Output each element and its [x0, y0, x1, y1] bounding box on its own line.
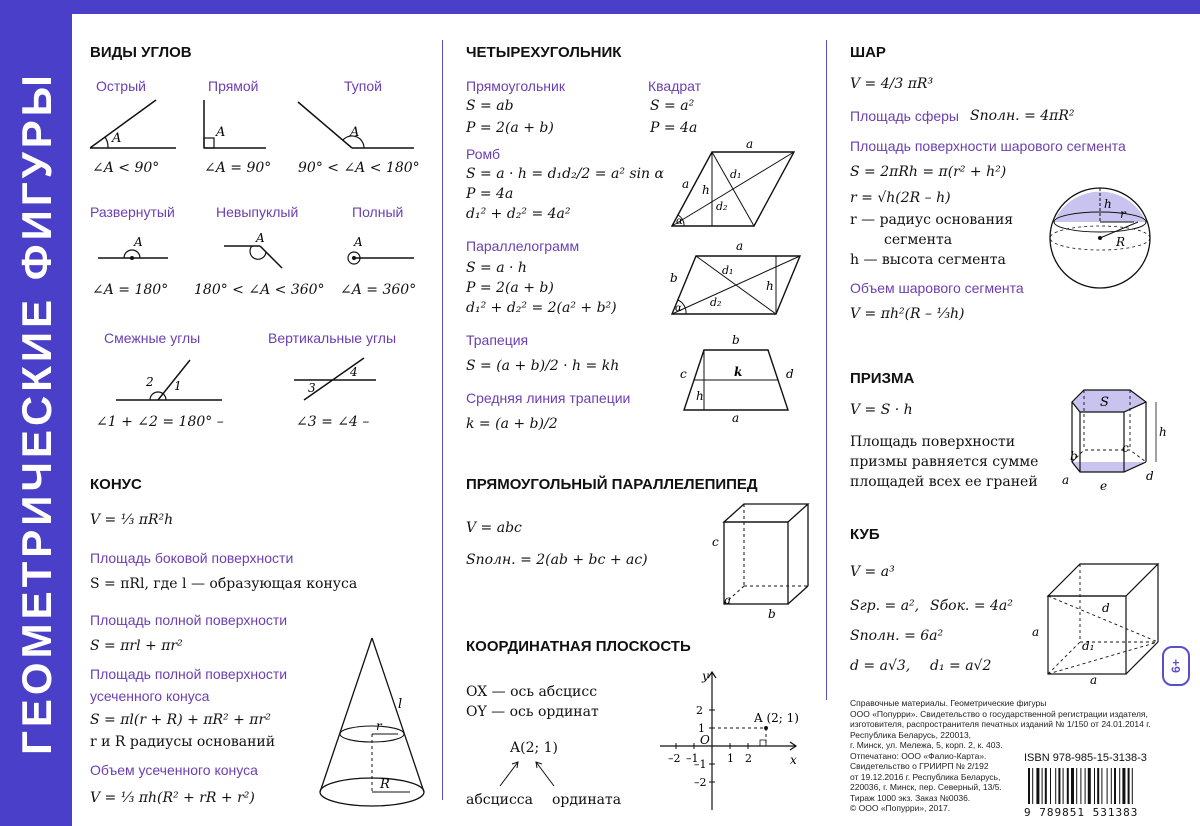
imprint-line: Справочные материалы. Геометрические фигуры — [850, 698, 1047, 708]
parallelogram-a: a — [736, 239, 744, 253]
rhombus-h: h — [702, 183, 710, 197]
imprint-line: от 19.12.2016 г. Республика Беларусь, — [850, 771, 1001, 782]
coord-plane-figure — [656, 664, 806, 814]
adjacent-angle-1: 1 — [174, 379, 182, 393]
coord-tick-x-2: 2 — [745, 752, 752, 765]
parallelogram-b: b — [670, 271, 678, 285]
barcode-bar — [1076, 768, 1077, 804]
side-banner — [0, 0, 72, 826]
right-label: Прямой — [208, 78, 259, 94]
acute-angle-letter: A — [112, 131, 122, 146]
frustum-label-1: Площадь полной поверхности — [90, 666, 288, 682]
angles-title: ВИДЫ УГЛОВ — [90, 44, 192, 61]
prism-text-1: Площадь поверхности — [850, 434, 1016, 450]
coord-tick-x-neg2: –2 — [668, 752, 681, 765]
segment-area-formula: S = 2πRh = π(r² + h²) — [850, 164, 1007, 180]
isbn: ISBN 978-985-15-3138-3 — [1024, 752, 1147, 764]
barcode-bar — [1050, 768, 1051, 804]
barcode-bar — [1042, 768, 1043, 804]
frustum-label-2: усеченного конуса — [90, 688, 210, 704]
full-label: Полный — [352, 204, 404, 220]
sphere-r-label: r — [1120, 207, 1126, 221]
rect-perimeter: P = 2(a + b) — [466, 120, 554, 136]
parallelogram-diagonals: d₁² + d₂² = 2(a² + b²) — [466, 300, 617, 316]
rhombus-diagonals: d₁² + d₂² = 4a² — [466, 206, 571, 222]
prism-e-label: e — [1100, 479, 1108, 493]
sphere-title: ШАР — [850, 44, 886, 61]
midline-formula: k = (a + b)/2 — [466, 416, 558, 432]
coord-oy: OY — ось ординат — [466, 704, 599, 720]
rhombus-label: Ромб — [466, 146, 500, 162]
cone-lateral-formula: S = πRl, где l — образующая конуса — [90, 576, 358, 592]
obtuse-formula: 90° < ∠A < 180° — [298, 160, 420, 176]
barcode-bar — [1094, 768, 1095, 804]
trapezoid-figure — [676, 332, 806, 424]
barcode-bar — [1058, 768, 1060, 804]
frustum-formula: S = πl(r + R) + πR² + πr² — [90, 712, 271, 728]
barcode-bar — [1055, 768, 1056, 804]
cube-a-left: a — [1032, 625, 1040, 639]
coord-tick-y-neg2: –2 — [694, 776, 707, 789]
trapezoid-area: S = (a + b)/2 · h = kh — [466, 358, 620, 374]
barcode-bar — [1085, 768, 1086, 804]
parallelogram-d1: d₁ — [722, 264, 734, 277]
acute-formula: ∠A < 90° — [92, 160, 160, 176]
right-formula: ∠A = 90° — [204, 160, 272, 176]
frustum-volume-formula: V = ⅓ πh(R² + rR + r²) — [90, 790, 255, 806]
rect-label: Прямоугольник — [466, 78, 565, 94]
barcode-bar — [1132, 768, 1133, 804]
barcode-bar — [1036, 768, 1039, 804]
imprint-line: ООО «Попурри». Свидетельство о государственной регистрации издателя, — [850, 708, 1148, 719]
barcode-bar — [1097, 768, 1099, 804]
coord-tick-x-neg1: –1 — [686, 752, 699, 765]
imprint-line: Отпечатано: ООО «Фалио-Карта». — [850, 750, 987, 761]
cube-title: КУБ — [850, 526, 880, 543]
cube-lateral-area: Sбок. = 4a² — [930, 598, 1013, 614]
coord-arrows — [480, 758, 580, 790]
prism-S-label: S — [1100, 395, 1109, 410]
box-surface: Sполн. = 2(ab + bc + ac) — [466, 552, 648, 568]
square-area: S = a² — [650, 98, 695, 114]
trapezoid-h: h — [696, 389, 704, 403]
coord-origin: O — [700, 733, 710, 747]
acute-label: Острый — [96, 78, 146, 94]
adjacent-angles-figure — [114, 356, 224, 406]
prism-text-3: площадей всех ее граней — [850, 474, 1038, 490]
cube-total-area: Sполн. = 6a² — [850, 628, 944, 644]
segment-radius-note-2: сегмента — [884, 232, 953, 248]
trapezoid-label: Трапеция — [466, 332, 529, 348]
obtuse-angle-letter: A — [350, 125, 360, 140]
prism-volume: V = S · h — [850, 402, 913, 418]
midline-label: Средняя линия трапеции — [466, 390, 631, 406]
trapezoid-d: d — [786, 367, 794, 381]
cone-figure — [310, 634, 440, 820]
rhombus-a-side: a — [682, 177, 690, 191]
frustum-volume-label: Объем усеченного конуса — [90, 762, 258, 778]
square-label: Квадрат — [648, 78, 702, 94]
reflex-angle-letter: A — [256, 231, 265, 245]
straight-angle-letter: A — [134, 235, 143, 249]
adjacent-label: Смежные углы — [104, 330, 201, 346]
barcode-bar — [1080, 768, 1081, 804]
trapezoid-b: b — [732, 333, 740, 347]
barcode-bar — [1107, 768, 1108, 804]
imprint-line: г. Минск, ул. Мележа, 5, корп. 2, к. 403. — [850, 740, 1003, 750]
prism-text-2: призмы равняется сумме — [850, 454, 1039, 470]
rhombus-area: S = a · h = d₁d₂/2 = a² sin α — [466, 166, 664, 182]
rhombus-alpha: α — [676, 216, 683, 227]
segment-volume-label: Объем шарового сегмента — [850, 280, 1024, 296]
barcode-bar — [1032, 768, 1033, 804]
full-formula: ∠A = 360° — [340, 282, 417, 298]
cone-volume: V = ⅓ πR²h — [90, 512, 174, 528]
imprint-line: © ООО «Попурри», 2017. — [850, 803, 951, 813]
box-volume: V = abc — [466, 520, 522, 536]
coord-ox: OX — ось абсцисс — [466, 684, 598, 700]
coord-ordinate: ордината — [552, 792, 622, 808]
barcode-bar — [1119, 768, 1120, 804]
parallelogram-d2: d₂ — [710, 296, 722, 309]
box-c-label: c — [712, 535, 719, 549]
cube-a-bottom: a — [1090, 673, 1098, 687]
vertical-angles-figure — [292, 356, 402, 406]
coord-tick-x-1: 1 — [727, 752, 734, 765]
cone-lateral-label: Площадь боковой поверхности — [90, 550, 294, 566]
acute-angle-figure — [86, 98, 186, 153]
coord-tick-y-2: 2 — [696, 704, 703, 717]
trapezoid-c: c — [680, 367, 687, 381]
rhombus-d2: d₂ — [716, 200, 728, 213]
sphere-area-label: Площадь сферы — [850, 108, 959, 124]
barcode-bar — [1122, 768, 1125, 804]
coord-fig-point: A (2; 1) — [754, 711, 799, 725]
trapezoid-k: k — [734, 365, 743, 379]
parallelogram-label: Параллелограмм — [466, 238, 580, 254]
rhombus-d1: d₁ — [730, 168, 742, 181]
imprint-line: Тираж 1000 экз. Заказ №0036. — [850, 792, 971, 803]
segment-height-note: h — высота сегмента — [850, 252, 1006, 268]
parallelogram-alpha: α — [675, 303, 682, 314]
cube-d1-label: d₁ — [1082, 639, 1095, 653]
reflex-label: Невыпуклый — [216, 204, 299, 220]
cube-volume: V = a³ — [850, 564, 895, 580]
coord-y-label: y — [702, 669, 709, 683]
age-badge-text: 6+ — [1169, 659, 1183, 673]
straight-label: Развернутый — [90, 204, 175, 220]
imprint-line: Свидетельство о ГРИИРП № 2/192 — [850, 761, 989, 771]
rhombus-figure — [666, 138, 806, 230]
parallelogram-perimeter: P = 2(a + b) — [466, 280, 554, 296]
cone-l-label: l — [398, 697, 403, 712]
barcode-bar — [1067, 768, 1069, 804]
barcode-bar — [1028, 768, 1030, 804]
cube-face-area: Sгр. = a², — [850, 598, 920, 614]
vertical-formula: ∠3 = ∠4 – — [296, 414, 370, 430]
adjacent-formula: ∠1 + ∠2 = 180° – — [96, 414, 224, 430]
prism-a-label: a — [1062, 473, 1070, 487]
cube-diagonal: d = a√3, — [850, 658, 911, 674]
vertical-angle-3: 3 — [308, 381, 316, 395]
vertical-angle-4: 4 — [350, 365, 358, 379]
frustum-note: r и R радиусы оснований — [90, 734, 276, 750]
parallelogram-area: S = a · h — [466, 260, 527, 276]
segment-volume-formula: V = πh²(R – ⅓h) — [850, 306, 965, 322]
quad-title: ЧЕТЫРЕХУГОЛЬНИК — [466, 44, 622, 61]
obtuse-label: Тупой — [344, 78, 382, 94]
parallelogram-figure — [666, 240, 806, 320]
reflex-angle-figure — [220, 232, 310, 272]
box-a-label: a — [724, 593, 732, 607]
trapezoid-a: a — [732, 411, 740, 425]
imprint-line: 220036, г. Минск, пер. Северный, 13/5. — [850, 782, 1002, 792]
barcode-number: 9 789851 531383 — [1024, 806, 1139, 819]
adjacent-angle-2: 2 — [146, 375, 154, 389]
sphere-R-label: R — [1116, 235, 1126, 249]
column-divider-2 — [826, 40, 827, 700]
coord-title: КООРДИНАТНАЯ ПЛОСКОСТЬ — [466, 638, 691, 655]
square-perimeter: P = 4a — [650, 120, 698, 136]
straight-formula: ∠A = 180° — [92, 282, 169, 298]
barcode-bar — [1111, 768, 1112, 804]
parallelogram-h: h — [766, 279, 774, 293]
cube-d-label: d — [1102, 601, 1110, 615]
box-title: ПРЯМОУГОЛЬНЫЙ ПАРАЛЛЕЛЕПИПЕД — [466, 476, 758, 493]
coord-abscissa: абсцисса — [466, 792, 533, 808]
segment-radius-note-1: r — радиус основания — [850, 212, 1014, 228]
vertical-label: Вертикальные углы — [268, 330, 397, 346]
imprint-line: Республика Беларусь, 220013, — [850, 729, 972, 740]
top-border — [0, 0, 1200, 14]
coord-tick-y-neg1: –1 — [694, 758, 707, 771]
full-angle-figure — [344, 234, 424, 264]
barcode-bar — [1088, 768, 1091, 804]
segment-area-label: Площадь поверхности шарового сегмента — [850, 138, 1126, 154]
coord-point-notation: A(2; 1) — [510, 740, 559, 756]
cube-face-diagonal: d₁ = a√2 — [930, 658, 992, 674]
coord-tick-y-1: 1 — [698, 722, 705, 735]
cube-figure — [1032, 556, 1162, 686]
barcode-bar — [1114, 768, 1116, 804]
box-b-label: b — [768, 607, 776, 621]
column-divider-1 — [442, 40, 443, 800]
imprint-line: изготовителя, распространителя печатных изданий № 1/150 от 24.01.2014 г. — [850, 719, 1151, 729]
coord-x-label: x — [790, 753, 797, 767]
barcode-bar — [1128, 768, 1130, 804]
sphere-area-formula: Sполн. = 4πR² — [970, 108, 1075, 124]
cone-total-label: Площадь полной поверхности — [90, 612, 288, 628]
barcode-bar — [1063, 768, 1064, 804]
box-figure — [710, 500, 820, 620]
barcode — [1024, 768, 1194, 808]
prism-c-label: c — [1122, 441, 1129, 455]
barcode-bar — [1071, 768, 1074, 804]
sphere-figure — [1044, 180, 1156, 292]
obtuse-angle-figure — [296, 98, 416, 153]
straight-angle-figure — [96, 234, 176, 264]
prism-figure — [1060, 384, 1170, 496]
prism-title: ПРИЗМА — [850, 370, 915, 387]
cone-R-label: R — [380, 777, 390, 792]
reflex-formula: 180° < ∠A < 360° — [194, 282, 325, 298]
prism-h-label: h — [1159, 425, 1167, 439]
sphere-volume: V = 4/3 πR³ — [850, 76, 934, 92]
barcode-bar — [1045, 768, 1047, 804]
sphere-h-label: h — [1104, 197, 1112, 211]
cone-total-formula: S = πrl + πr² — [90, 638, 183, 654]
full-angle-letter: A — [354, 235, 363, 249]
cone-title: КОНУС — [90, 476, 142, 493]
right-angle-letter: A — [216, 125, 226, 140]
prism-d-label: d — [1146, 469, 1154, 483]
rhombus-perimeter: P = 4a — [466, 186, 514, 202]
banner-title: ГЕОМЕТРИЧЕСКИЕ ФИГУРЫ — [13, 71, 60, 755]
cone-r-label: r — [376, 719, 382, 733]
prism-b-label: b — [1070, 449, 1078, 463]
rect-area: S = ab — [466, 98, 514, 114]
segment-radius-formula: r = √h(2R – h) — [850, 190, 951, 206]
right-angle-figure — [196, 98, 276, 153]
rhombus-a-top: a — [746, 137, 754, 151]
age-badge — [1162, 646, 1190, 686]
barcode-bar — [1101, 768, 1102, 804]
